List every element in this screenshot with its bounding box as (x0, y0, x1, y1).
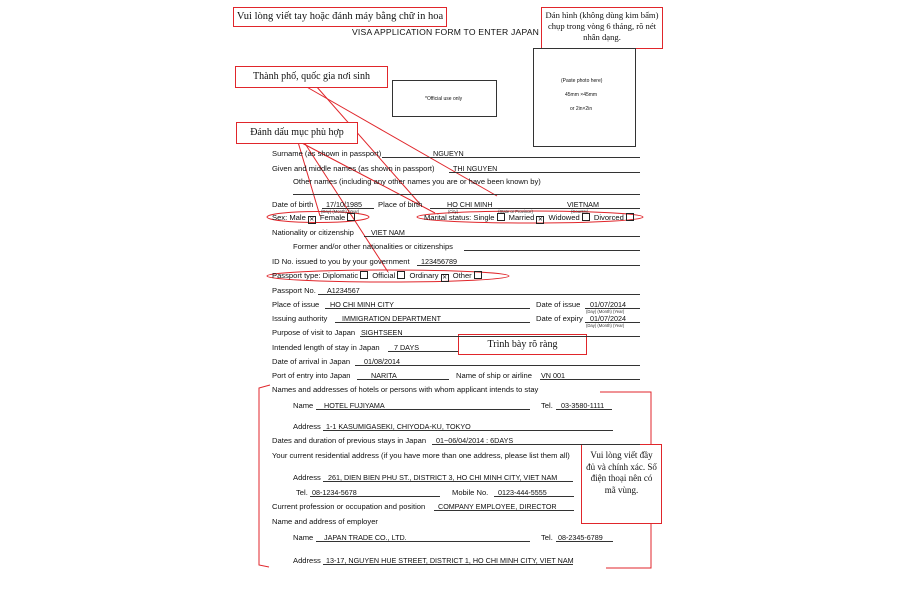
callout-photo: Dán hình (không dùng kim bấm) chụp trong vòng 6 tháng, rõ nét nhân dạng. (541, 7, 663, 49)
ptype-official-checkbox[interactable] (397, 271, 405, 279)
passport-no-line (318, 286, 640, 295)
pob-sub-city: (City) (448, 209, 459, 214)
place-issue-value[interactable]: HO CHI MINH CITY (330, 300, 394, 309)
employer-label: Name and address of employer (272, 517, 378, 526)
marital-divorced-checkbox[interactable] (626, 213, 634, 221)
callout-complete: Vui lòng viết đầy đủ và chính xác. Số điện thoại nên có mã vùng. (581, 444, 662, 524)
ptype-diplomatic-checkbox[interactable] (360, 271, 368, 279)
marital-single-label: Single (473, 213, 495, 222)
mobile-label: Mobile No. (452, 488, 489, 497)
marital-divorced-label: Divorced (593, 213, 624, 222)
marital-widowed-label: Widowed (548, 213, 580, 222)
ptype-ordinary-checkbox[interactable]: ✕ (442, 275, 448, 281)
hotel-name-label: Name (293, 401, 314, 410)
hotels-label: Names and addresses of hotels or persons with whom applicant intends to stay (272, 385, 539, 394)
port-label: Port of entry into Japan (272, 371, 351, 380)
hotel-name-value[interactable]: HOTEL FUJIYAMA (324, 401, 385, 410)
ptype-diplomatic-label: Diplomatic (322, 271, 359, 280)
official-use-box (392, 80, 497, 117)
arrival-label: Date of arrival in Japan (272, 357, 351, 366)
ptype-ordinary-label: Ordinary (409, 271, 439, 280)
expiry-sub: (Day) (Month) (Year) (586, 323, 625, 328)
hotel-tel-label: Tel. (541, 401, 553, 410)
id-value[interactable]: 123456789 (421, 257, 457, 266)
marital-label: Marital status: (424, 213, 472, 222)
id-label: ID No. issued to you by your government (272, 257, 410, 266)
marital-married-label: Married (508, 213, 535, 222)
ship-value[interactable]: VN 001 (541, 371, 565, 380)
date-issue-label: Date of issue (536, 300, 581, 309)
date-issue-value[interactable]: 01/07/2014 (590, 300, 626, 309)
mobile-value[interactable]: 0123-444-5555 (498, 488, 547, 497)
passport-no-value[interactable]: A1234567 (327, 286, 360, 295)
callout-handwrite: Vui lòng viết tay hoặc đánh máy bằng chữ in hoa (233, 7, 447, 27)
marital-single-checkbox[interactable] (497, 213, 505, 221)
hotel-tel-value[interactable]: 03-3580-1111 (561, 401, 605, 410)
nationality-value[interactable]: VIET NAM (371, 228, 405, 237)
hotel-address-label: Address (293, 422, 321, 431)
pob-country-value[interactable]: VIETNAM (567, 200, 599, 209)
profession-value[interactable]: COMPANY EMPLOYEE, DIRECTOR (438, 502, 557, 511)
place-issue-label: Place of issue (272, 300, 320, 309)
length-value[interactable]: 7 DAYS (394, 343, 420, 352)
given-value[interactable]: THI NGUYEN (453, 164, 498, 173)
port-value[interactable]: NARITA (371, 371, 397, 380)
profession-label: Current profession or occupation and position (272, 502, 426, 511)
res-address-value[interactable]: 261, DIEN BIEN PHU ST., DISTRICT 3, HO CHI MINH CITY, VIET NAM (328, 473, 558, 482)
employer-address-value[interactable]: 13-17, NGUYEN HUE STREET, DISTRICT 1, HO CHI MINH CITY, VIET NAM (326, 556, 574, 565)
photo-box-line-3: or 2in×2in (570, 106, 593, 112)
pob-label: Place of birth (378, 200, 423, 209)
pob-city-value[interactable]: HO CHI MINH (447, 200, 493, 209)
ptype-other-label: Other (452, 271, 472, 280)
marital-row (424, 213, 636, 224)
prev-label: Dates and duration of previous stays in Japan (272, 436, 427, 445)
ptype-other-checkbox[interactable] (474, 271, 482, 279)
photo-box-line-2: 45mm ×45mm (565, 92, 598, 98)
left-bracket (259, 385, 270, 567)
res-tel-value[interactable]: 08-1234-5678 (312, 488, 357, 497)
prev-value[interactable]: 01~06/04/2014 : 6DAYS (436, 436, 514, 445)
photo-box-line-1: (Paste photo here) (561, 78, 603, 84)
other-names-line[interactable] (293, 186, 640, 195)
dob-value[interactable]: 17/10/1985 (326, 200, 362, 209)
authority-label: Issuing authority (272, 314, 328, 323)
dob-sub: (Day) (Month) (Year) (321, 209, 360, 214)
passport-no-label: Passport No. (272, 286, 316, 295)
hotel-address-value[interactable]: 1-1 KASUMIGASEKI, CHIYODA-KU, TOKYO (326, 422, 471, 431)
surname-label: Surname (as shown in passport) (272, 149, 382, 158)
authority-value[interactable]: IMMIGRATION DEPARTMENT (342, 314, 442, 323)
purpose-label: Purpose of visit to Japan (272, 328, 356, 337)
res-address-label: Address (293, 473, 321, 482)
form-title: VISA APPLICATION FORM TO ENTER JAPAN (352, 27, 540, 37)
length-label: Intended length of stay in Japan (272, 343, 380, 352)
purpose-value[interactable]: SIGHTSEEN (361, 328, 403, 337)
pob-sub-country: (Country) (571, 209, 589, 214)
nationality-line (364, 228, 640, 237)
expiry-label: Date of expiry (536, 314, 583, 323)
res-tel-label: Tel. (296, 488, 308, 497)
given-label: Given and middle names (as shown in passport) (272, 164, 435, 173)
sex-female-checkbox[interactable] (347, 213, 355, 221)
official-use-label: *Official use only (425, 96, 463, 102)
ship-label: Name of ship or airline (456, 371, 532, 380)
marital-widowed-checkbox[interactable] (582, 213, 590, 221)
employer-tel-label: Tel. (541, 533, 553, 542)
pob-sub-state: (State or Province) (498, 209, 533, 214)
sex-female-label: Female (319, 213, 346, 222)
ptype-official-label: Official (372, 271, 396, 280)
employer-name-value[interactable]: JAPAN TRADE CO., LTD. (324, 533, 407, 542)
other-names-label: Other names (including any other names you are or have been known by) (293, 177, 541, 186)
former-line[interactable] (464, 242, 640, 251)
surname-value[interactable]: NGUEYN (433, 149, 464, 158)
surname-line (382, 149, 640, 158)
passport-type-label: Passport type: (272, 271, 321, 280)
marital-married-checkbox[interactable]: ✕ (537, 217, 543, 223)
callout-birthplace: Thành phố, quốc gia nơi sinh (235, 66, 388, 88)
callout-check: Đánh dấu mục phù hợp (236, 122, 358, 144)
sex-label: Sex: (272, 213, 288, 222)
dob-label: Date of birth (272, 200, 314, 209)
callout-clear: Trình bày rõ ràng (458, 334, 587, 355)
former-label: Former and/or other nationalities or citizenships (293, 242, 453, 251)
sex-row (272, 213, 357, 224)
photo-box (533, 48, 636, 147)
employer-tel-value[interactable]: 08-2345-6789 (558, 533, 603, 542)
employer-address-label: Address (293, 556, 321, 565)
arrival-value[interactable]: 01/08/2014 (364, 357, 400, 366)
employer-name-label: Name (293, 533, 314, 542)
sex-male-checkbox[interactable]: ✕ (309, 217, 315, 223)
date-issue-sub: (Day) (Month) (Year) (586, 309, 625, 314)
passport-type-row (272, 271, 484, 282)
expiry-value[interactable]: 01/07/2024 (590, 314, 626, 323)
nationality-label: Nationality or citizenship (272, 228, 354, 237)
residential-label: Your current residential address (if you have more than one address, please list them all) (272, 451, 570, 460)
sex-male-label: Male (289, 213, 306, 222)
